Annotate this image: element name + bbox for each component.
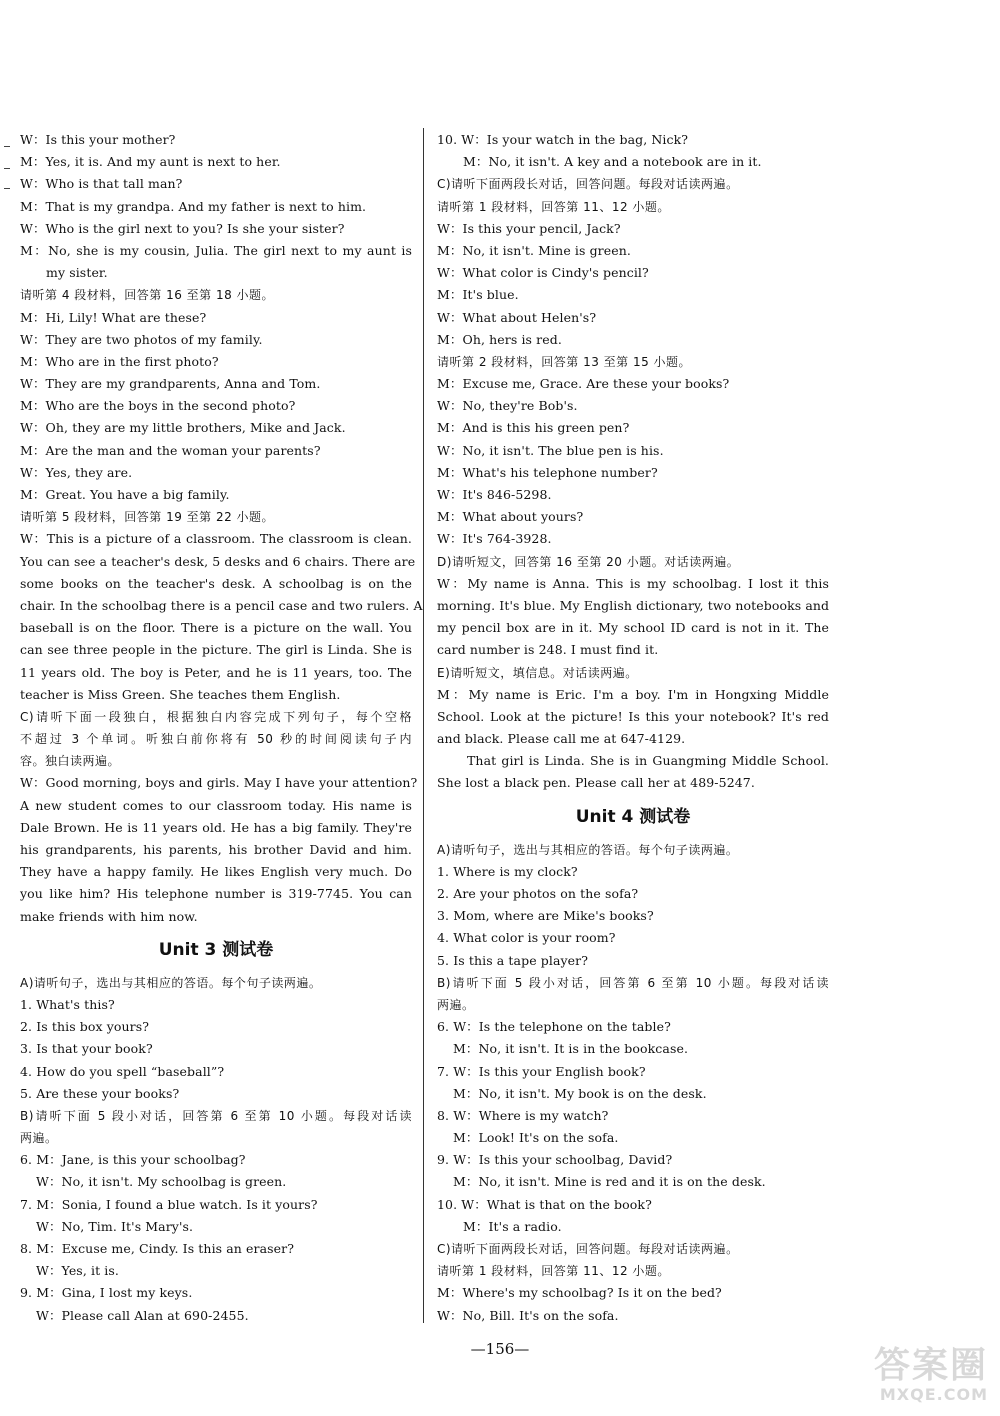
text-line: M：Look! It's on the sofa. (453, 1130, 619, 1146)
instruction-line: C)请听下面两段长对话，回答问题。每段对话读两遍。 (437, 1242, 739, 1256)
text-line: W：No, Bill. It's on the sofa. (437, 1307, 619, 1323)
instruction-line: A)请听句子，选出与其相应的答语。每个句子读两遍。 (437, 842, 739, 857)
text-line: Dale Brown. He is 11 years old. He has a big family. They're (20, 819, 412, 835)
text-line: my pencil box are in it. My school ID card is not in it. The (437, 620, 829, 636)
page-number: —156— (470, 1340, 530, 1358)
instruction-line: 请听第 2 段材料，回答第 13 至第 15 小题。 (437, 354, 692, 369)
watermark-logo (838, 1346, 988, 1406)
instruction-line: E)请听短文，填信息。对话读两遍。 (437, 665, 638, 680)
text-line: can see three people in the picture. The girl is Linda. She is (20, 642, 412, 658)
text-line: some books on the teacher's desk. A schoolbag is on the (20, 575, 412, 591)
text-line: W：No, it isn't. The blue pen is his. (437, 442, 664, 458)
text-line: 5. Are these your books? (20, 1085, 180, 1101)
text-line: M：Are the man and the woman your parents? (20, 442, 321, 458)
text-line: teacher is Miss Green. She teaches them English. (20, 686, 341, 702)
instruction-line: A)请听句子，选出与其相应的答语。每个句子读两遍。 (20, 975, 322, 990)
text-line: card number is 248. I must find it. (437, 642, 659, 658)
text-line: M：And is this his green pen? (437, 420, 630, 436)
watermark-text: 答案圈 (873, 1345, 988, 1386)
text-line: That girl is Linda. She is in Guangming Middle School. (467, 753, 829, 769)
text-line: M：Yes, it is. And my aunt is next to her. (20, 154, 281, 170)
text-line: You can see a teacher's desk, 5 desks and 6 chairs. There are (20, 553, 416, 569)
text-line: M：No, it isn't. A key and a notebook are in it. (463, 154, 762, 170)
text-line: W：What color is Cindy's pencil? (437, 265, 649, 281)
text-line: W：It's 764-3928. (437, 531, 552, 547)
text-line: 4. What color is your room? (437, 930, 616, 946)
text-line: M：Where's my schoolbag? Is it on the bed? (437, 1285, 722, 1301)
text-line: W：What about Helen's? (437, 309, 597, 325)
text-line: W：Yes, it is. (36, 1263, 119, 1279)
text-line: M：Hi, Lily! What are these? (20, 309, 207, 325)
binding-mark (4, 188, 10, 189)
column-divider (423, 128, 424, 1323)
text-line: M：No, she is my cousin, Julia. The girl next to my aunt is (20, 242, 412, 258)
text-line: M：No, it isn't. Mine is green. (437, 242, 631, 258)
instruction-line: 请听第 1 段材料，回答第 11、12 小题。 (437, 1264, 670, 1279)
instruction-line: B)请听下面 5 段小对话，回答第 6 至第 10 小题。每段对话读 (20, 1108, 412, 1123)
text-line: 9. W：Is this your schoolbag, David? (437, 1152, 673, 1168)
text-line: 11 years old. The boy is Peter, and he is 11 years, too. The (20, 664, 412, 680)
text-line: 6. M：Jane, is this your schoolbag? (20, 1152, 246, 1168)
text-line: 10. W：What is that on the book? (437, 1196, 652, 1212)
text-line: 5. Is this a tape player? (437, 952, 589, 968)
text-line: 2. Is this box yours? (20, 1019, 150, 1035)
instruction-line: 两遍。 (437, 997, 475, 1012)
text-line: 7. M：Sonia, I found a blue watch. Is it yours? (20, 1196, 318, 1212)
text-line: his grandparents, his parents, his brother David and him. (20, 842, 412, 857)
text-line: M：That is my grandpa. And my father is next to him. (20, 198, 367, 214)
text-line: W：Who is that tall man? (20, 176, 183, 192)
text-line: 4. How do you spell “baseball”? (20, 1063, 225, 1079)
text-line: M：Who are in the first photo? (20, 353, 219, 369)
text-line: M：It's blue. (437, 287, 519, 303)
text-line: 2. Are your photos on the sofa? (437, 886, 639, 901)
instruction-line: B)请听下面 5 段小对话，回答第 6 至第 10 小题。每段对话读 (437, 975, 829, 990)
text-line: baseball is on the floor. There is a picture on the wall. You (20, 620, 412, 636)
text-line: W：This is a picture of a classroom. The classroom is clean. (20, 531, 412, 547)
text-line: W：They are my grandparents, Anna and Tom. (20, 376, 321, 392)
text-line: W：They are two photos of my family. (20, 331, 263, 347)
text-line: morning. It's blue. My English dictionary, two notebooks and (437, 597, 830, 613)
text-line: 10. W：Is your watch in the bag, Nick? (437, 132, 689, 147)
text-line: M：Oh, hers is red. (437, 331, 562, 347)
text-line: 6. W：Is the telephone on the table? (437, 1019, 671, 1035)
section-heading: Unit 3 测试卷 (158, 939, 274, 960)
text-line: W：No, Tim. It's Mary's. (36, 1218, 194, 1234)
text-line: School. Look at the picture! Is this your notebook? It's red (437, 708, 829, 724)
text-line: She lost a black pen. Please call her at 489-5247. (437, 775, 755, 791)
text-line: 8. M：Excuse me, Cindy. Is this an eraser? (20, 1241, 295, 1256)
text-line: M：Who are the boys in the second photo? (20, 398, 296, 414)
binding-mark (4, 146, 10, 147)
text-line: W：Who is the girl next to you? Is she your sister? (20, 220, 345, 236)
text-line: M：My name is Eric. I'm a boy. I'm in Hongxing Middle (437, 686, 829, 702)
text-line: M：What's his telephone number? (437, 464, 658, 480)
text-line: 8. W：Where is my watch? (437, 1107, 609, 1123)
text-line: W：Is this your mother? (20, 132, 176, 147)
text-line: you like him? His telephone number is 319-7745. You can (20, 886, 412, 902)
instruction-line: C)请听下面一段独白，根据独白内容完成下列句子，每个空格 (20, 709, 412, 724)
instruction-line: C)请听下面两段长对话，回答问题。每段对话读两遍。 (437, 177, 739, 192)
text-line: W：No, it isn't. My schoolbag is green. (36, 1174, 287, 1190)
text-line: 9. M：Gina, I lost my keys. (20, 1285, 193, 1301)
instruction-line: 容。独白读两遍。 (20, 754, 121, 769)
section-heading: Unit 4 测试卷 (575, 806, 691, 827)
text-line: M：No, it isn't. My book is on the desk. (453, 1085, 707, 1101)
text-line: M：No, it isn't. It is in the bookcase. (453, 1041, 689, 1057)
text-line: my sister. (46, 265, 108, 281)
text-line: W：Is this your pencil, Jack? (437, 220, 621, 236)
text-line: 3. Is that your book? (20, 1041, 153, 1057)
text-line: W：Oh, they are my little brothers, Mike and Jack. (20, 420, 346, 436)
text-line: 7. W：Is this your English book? (437, 1063, 646, 1079)
instruction-line: D)请听短文，回答第 16 至第 20 小题。对话读两遍。 (437, 554, 740, 569)
text-line: M：It's a radio. (463, 1218, 562, 1234)
binding-mark (4, 168, 10, 169)
text-line: W：My name is Anna. This is my schoolbag. I lost it this (437, 575, 829, 591)
text-line: 3. Mom, where are Mike's books? (437, 908, 654, 924)
text-line: and black. Please call me at 647-4129. (437, 731, 686, 747)
text-line: 1. What's this? (20, 996, 115, 1012)
instruction-line: 不超过 3 个单词。听独白前你将有 50 秒的时间阅读句子内 (20, 732, 412, 747)
watermark-url: MXQE.COM (879, 1385, 988, 1404)
text-line: W：Yes, they are. (20, 464, 133, 480)
left-column (20, 129, 423, 1327)
instruction-line: 请听第 5 段材料，回答第 19 至第 22 小题。 (20, 510, 275, 525)
instruction-line: 请听第 1 段材料，回答第 11、12 小题。 (437, 199, 670, 214)
text-line: W：Good morning, boys and girls. May I have your attention? (20, 775, 418, 791)
text-line: M：No, it isn't. Mine is red and it is on the desk. (453, 1174, 766, 1190)
text-line: M：What about yours? (437, 509, 584, 525)
instruction-line: 请听第 4 段材料，回答第 16 至第 18 小题。 (20, 288, 275, 303)
right-column (437, 129, 829, 1327)
text-line: M：Great. You have a big family. (20, 487, 230, 502)
text-line: A new student comes to our classroom today. His name is (20, 797, 412, 813)
text-line: chair. In the schoolbag there is a pencil case and two rulers. A (20, 597, 423, 613)
text-line: 1. Where is my clock? (437, 863, 578, 879)
instruction-line: 两遍。 (20, 1131, 58, 1146)
text-line: W：No, they're Bob's. (437, 398, 578, 414)
text-line: W：It's 846-5298. (437, 487, 552, 502)
text-line: make friends with him now. (20, 908, 198, 924)
text-line: M：Excuse me, Grace. Are these your books? (437, 376, 730, 392)
text-line: W：Please call Alan at 690-2455. (36, 1307, 249, 1323)
text-line: They have a happy family. He likes English very much. Do (20, 864, 412, 880)
